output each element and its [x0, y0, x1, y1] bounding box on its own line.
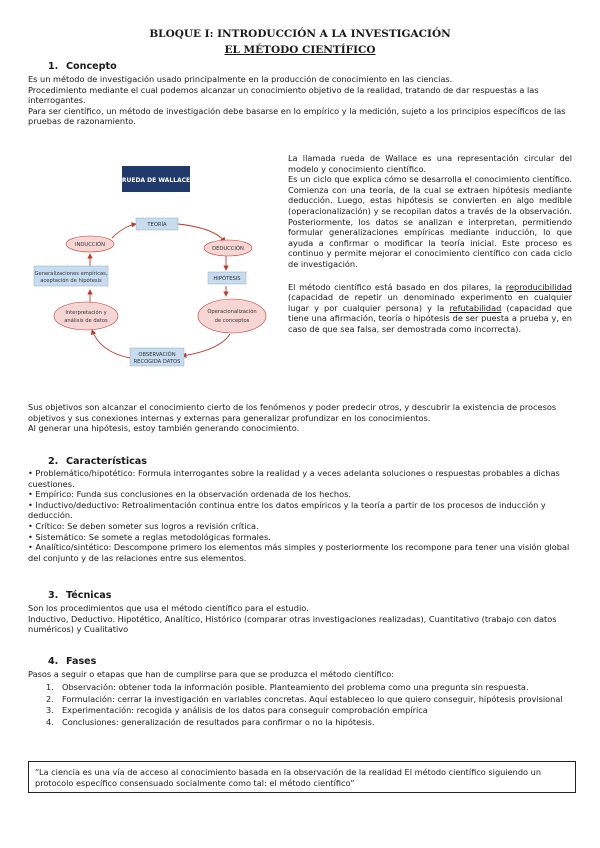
node-observacion-line2: RECOGIDA DATOS	[133, 359, 181, 365]
node-generalizaciones-line2: aceptación de hipótesis	[40, 278, 102, 284]
section-number: 2.	[48, 456, 59, 467]
section-heading-fases	[48, 656, 96, 668]
text: (capacidad de repetir un denominado experimento en cualquier lugar y por cualquier persona) y la	[288, 292, 572, 313]
paragraph	[288, 153, 572, 270]
paragraph: Inductivo, Deductivo. Hipotético, Analítico, Histórico (comparar otras investigaciones realizadas), Cuantitativo (trabajo con datos numéricos) y Cualitativo	[28, 613, 557, 635]
arc-observacion-interpretacion	[92, 330, 130, 358]
step-text: Experimentación: recogida y análisis de los datos para conseguir comprobación empírica	[62, 705, 428, 716]
section-heading-caracteristicas	[48, 456, 147, 468]
list-item: • Problemático/hipotético: Formula interrogantes sobre la realidad y a veces adelanta soluciones o respuestas probables a dichas cuestiones.	[28, 468, 560, 489]
paragraph: Al generar una hipótesis, estoy también generando conocimiento.	[28, 423, 300, 434]
step-number: 2.	[46, 693, 54, 704]
section-number: 3.	[48, 590, 59, 601]
objetivos-body	[28, 402, 576, 434]
list-item: • Sistemático: Se somete a reglas metodológicas formales.	[28, 531, 271, 542]
ciclo-description: Es un ciclo que explica cómo se desarrolla el conocimiento científico. Comienza con una teoría, de la cual se extraen hipótesis mediante deducción. Luego, estas hipótesis se convierten en algo medible (operacionalización) y se recopilan datos a través de la observación. Posteriormente, los datos se analizan e interpretan, permitiendo formular generalizaciones empíricas mediante inducción, lo que ayuda a confirmar o modificar la teoría inicial. Este proceso es continuo y permite mejorar el conocimiento científico con cada ciclo de investigación.	[288, 174, 572, 269]
step-number: 1.	[46, 682, 54, 692]
rueda-definition: La llamada rueda de Wallace es una representación circular del modelo y conocimiento científico.	[288, 153, 572, 174]
paragraph: Sus objetivos son alcanzar el conocimiento cierto de los fenómenos y poder predecir otros, y descubrir la existencia de procesos objetivos y sus conexiones internas y externas para generalizar profundizar en los conocimientos.	[28, 402, 557, 423]
document-title: BLOQUE I: INTRODUCCIÓN A LA INVESTIGACIÓN	[149, 28, 451, 40]
document-subtitle: EL MÉTODO CIENTÍFICO	[224, 44, 376, 56]
list-item	[38, 705, 576, 716]
node-observacion-line1: OBSERVACIÓN	[138, 352, 176, 358]
section-heading-concepto	[48, 61, 117, 73]
wallace-wheel-svg	[30, 158, 280, 378]
arc-operacionalizacion-observacion	[182, 334, 230, 356]
concepto-body	[28, 74, 576, 127]
list-item: • Inductivo/deductivo: Retroalimentación continua entre los datos empíricos y la teoría a partir de los procesos de inducción y deducción.	[28, 499, 546, 521]
term-reproducibilidad: reproducibilidad	[505, 281, 572, 292]
wallace-wheel-diagram	[30, 158, 280, 378]
section-title: Fases	[66, 656, 97, 667]
paragraph: Procedimiento mediante el cual podemos alcanzar un conocimiento objetivo de la realidad, tratando de dar respuestas a las interrogantes.	[28, 84, 539, 106]
paragraph: Es un método de investigación usado principalmente en la producción de conocimiento en las ciencias.	[28, 74, 453, 84]
definition-quote-box	[28, 761, 576, 793]
node-deduccion: DEDUCCIÓN	[212, 246, 244, 252]
list-item: • Crítico: Se deben someter sus logros a revisión crítica.	[28, 520, 259, 531]
list-item: • Analítico/sintético: Descompone primero los elementos más simples y posteriormente los recompone para tener una visión global del conjunto y de las relaciones entre sus elementos.	[28, 542, 570, 563]
text: El método científico está basado en dos pilares, la	[288, 281, 506, 292]
node-generalizaciones-line1: Generalizaciones empíricas,	[34, 271, 108, 277]
arc-induccion-teoria	[112, 224, 136, 238]
section-number: 1.	[48, 61, 59, 72]
node-interpretacion-line1: Interpretación y	[65, 310, 107, 316]
fases-intro: Pasos a seguir o etapas que han de cumplirse para que se produzca el método científico:	[28, 669, 394, 679]
node-hipotesis: HIPÓTESIS	[213, 276, 241, 282]
quote-text: “La ciencia es una vía de acceso al conocimiento basada en la observación de la realidad El método científico siguiendo un protocolo específico consensuado socialmente como tal: el método científico”	[35, 767, 542, 788]
fases-list	[38, 682, 576, 728]
diagram-title: RUEDA DE WALLACE	[121, 177, 191, 184]
step-number: 3.	[46, 705, 54, 716]
caracteristicas-list	[28, 468, 576, 563]
paragraph: Para ser científico, un método de investigación debe basarse en lo empírico y la medición, sujeto a los principios específicos de las pruebas de razonamiento.	[28, 105, 566, 127]
arc-teoria-deduccion	[178, 224, 225, 242]
node-interpretacion-shape	[54, 302, 118, 330]
section-number: 4.	[48, 656, 59, 667]
tecnicas-body	[28, 603, 576, 635]
term-refutabilidad: refutabilidad	[449, 302, 502, 313]
node-teoria: TEORÍA	[147, 222, 167, 228]
node-operacionalizacion-line1: Operacionalización	[207, 309, 257, 315]
list-item: • Empírico: Funda sus conclusiones en la observación ordenada de los hechos.	[28, 489, 351, 500]
node-operacionalizacion-shape	[198, 299, 266, 333]
node-induccion: INDUCCIÓN	[75, 242, 105, 248]
list-item	[38, 682, 576, 693]
wallace-explanation	[288, 153, 572, 347]
step-text: Observación: obtener toda la información posible. Planteamiento del problema como una pregunta sin respuesta.	[62, 682, 529, 692]
section-title: Características	[66, 456, 147, 467]
list-item	[38, 717, 576, 728]
list-item	[38, 694, 576, 705]
node-interpretacion-line2: análisis de datos	[64, 318, 108, 324]
section-heading-tecnicas	[48, 590, 111, 602]
paragraph: Son los procedimientos que usa el método científico para el estudio.	[28, 603, 309, 613]
step-text: Conclusiones: generalización de resultados para confirmar o no la hipótesis.	[62, 716, 375, 727]
section-title: Técnicas	[66, 590, 112, 601]
step-number: 4.	[46, 716, 54, 727]
step-text: Formulación: cerrar la investigación en variables concretas. Aquí estableceo lo que quiero conseguir, hipótesis provisional	[62, 693, 563, 704]
text: (capacidad que tiene una afirmación, teoría o hipótesis de ser puesta a prueba y, en caso de que sea falsa, ser demostrada como incorrecta).	[288, 302, 572, 334]
node-operacionalizacion-line2: de conceptos	[214, 318, 250, 324]
paragraph-pilares	[288, 282, 572, 335]
section-title: Concepto	[66, 61, 117, 72]
